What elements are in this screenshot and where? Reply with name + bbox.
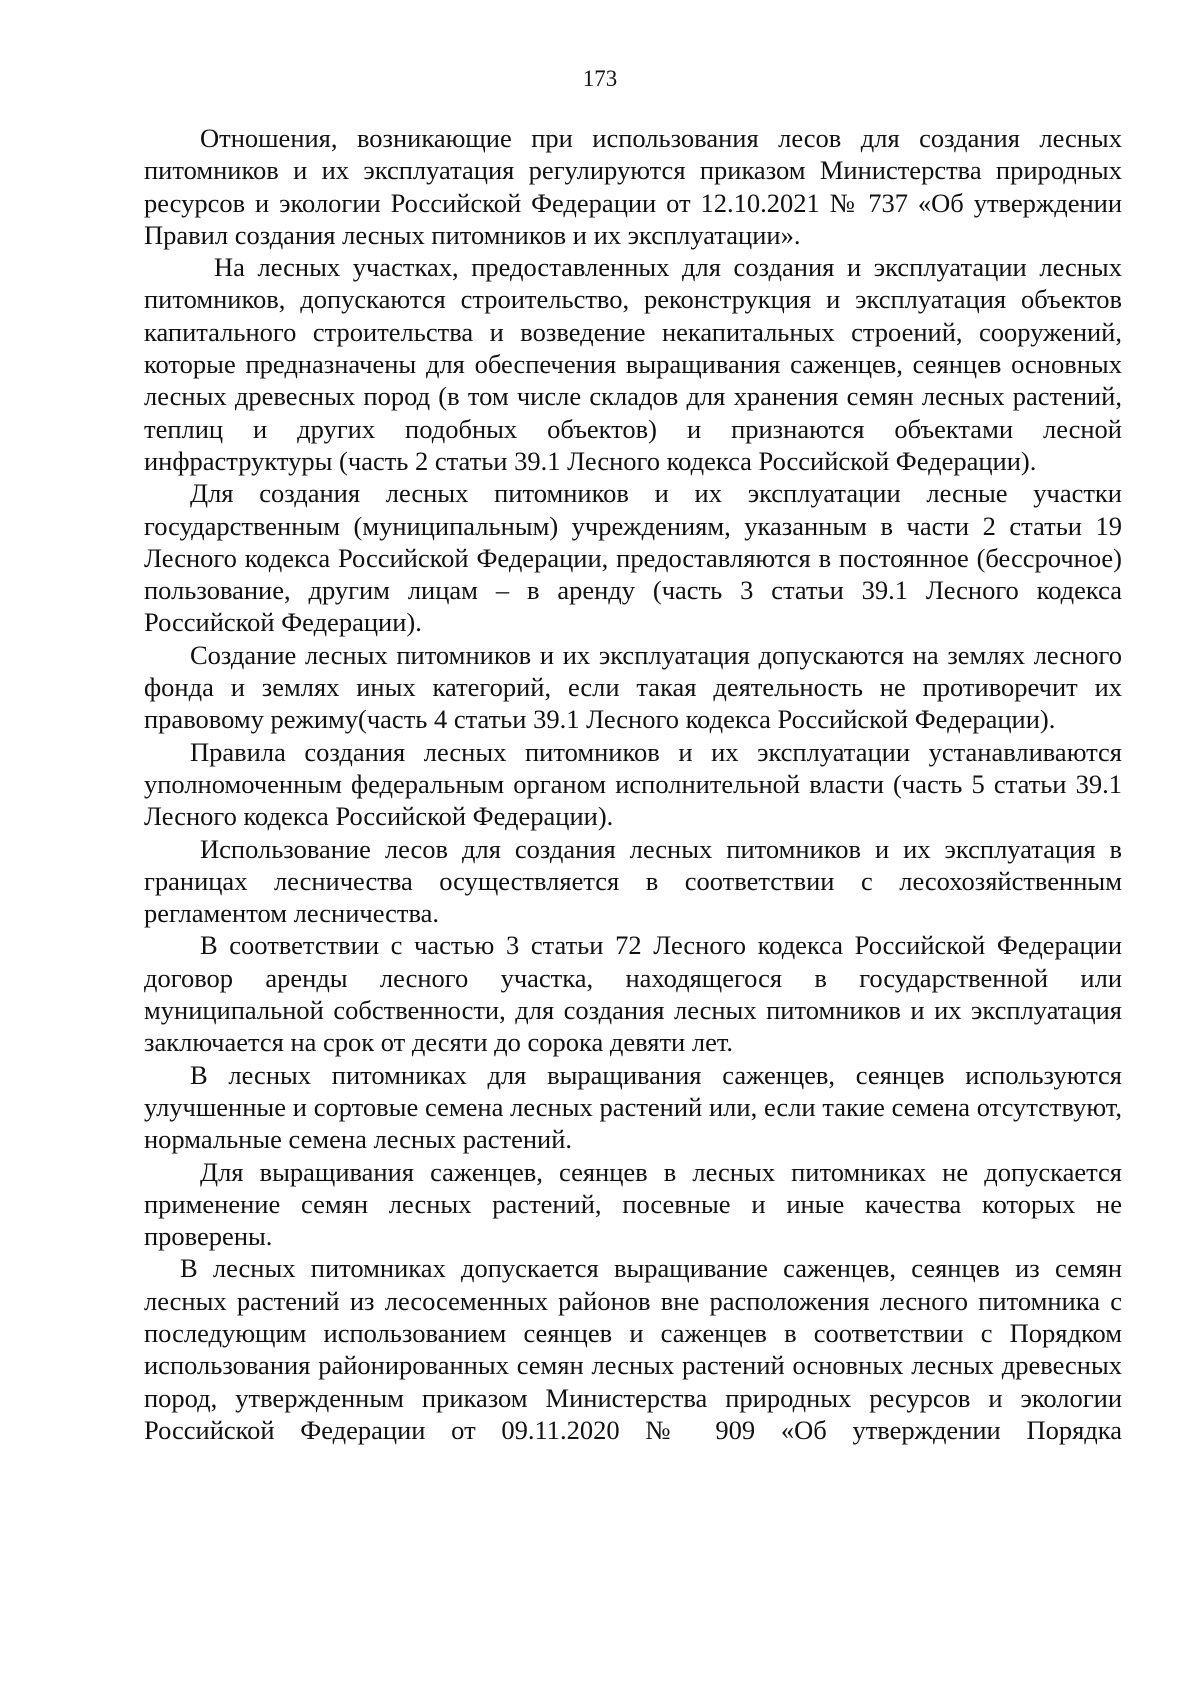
paragraph: Для выращивания саженцев, сеянцев в лесных питомниках не допускается применение семян лесных растений, посевные и иные качества которых не проверены.	[144, 1156, 1122, 1252]
paragraph: На лесных участках, предоставленных для создания и эксплуатации лесных питомников, допускаются строительство, реконструкция и эксплуатация объектов капитального строительства и возведение некапитальных строений, сооружений, которые предназначены для обеспечения выращивания саженцев, сеянцев основных лесных древесных пород (в том числе складов для хранения семян лесных растений, теплиц и других подобных объектов) и признаются объектами лесной инфраструктуры (часть 2 статьи 39.1 Лесного кодекса Российской Федерации).	[144, 252, 1122, 476]
paragraph: Создание лесных питомников и их эксплуатация допускаются на землях лесного фонда и землях иных категорий, если такая деятельность не противоречит их правовому режиму(часть 4 статьи 39.1 Лесного кодекса Российской Федерации).	[144, 639, 1122, 735]
paragraph: В лесных питомниках допускается выращивание саженцев, сеянцев из семян лесных растений из лесосеменных районов вне расположения лесного питомника с последующим использованием сеянцев и саженцев в соответствии с Порядком использования районированных семян лесных растений основных лесных древесных пород, утвержденным приказом Министерства природных ресурсов и экологии Российской Федерации от 09.11.2020 № 909 «Об утверждении Порядка	[144, 1253, 1122, 1445]
paragraph: В соответствии с частью 3 статьи 72 Лесного кодекса Российской Федерации договор аренды лесного участка, находящегося в государственной или муниципальной собственности, для создания лесных питомников и их эксплуатация заключается на срок от десяти до сорока девяти лет.	[144, 930, 1122, 1058]
paragraph: В лесных питомниках для выращивания саженцев, сеянцев используются улучшенные и сортовые семена лесных растений или, если такие семена отсутствуют, нормальные семена лесных растений.	[144, 1059, 1122, 1155]
paragraph: Использование лесов для создания лесных питомников и их эксплуатация в границах лесничества осуществляется в соответствии с лесохозяйственным регламентом лесничества.	[144, 833, 1122, 929]
page-number: 173	[582, 66, 618, 91]
paragraph: Правила создания лесных питомников и их эксплуатации устанавливаются уполномоченным федеральным органом исполнительной власти (часть 5 статьи 39.1 Лесного кодекса Российской Федерации).	[144, 736, 1122, 832]
paragraph: Для создания лесных питомников и их эксплуатации лесные участки государственным (муниципальным) учреждениям, указанным в части 2 статьи 19 Лесного кодекса Российской Федерации, предоставляются в постоянное (бессрочное) пользование, другим лицам – в аренду (часть 3 статьи 39.1 Лесного кодекса Российской Федерации).	[144, 478, 1122, 638]
paragraph: Отношения, возникающие при использования лесов для создания лесных питомников и их эксплуатация регулируются приказом Министерства природных ресурсов и экологии Российской Федерации от 12.10.2021 № 737 «Об утверждении Правил создания лесных питомников и их эксплуатации».	[144, 123, 1122, 250]
body-text	[144, 122, 1122, 1446]
